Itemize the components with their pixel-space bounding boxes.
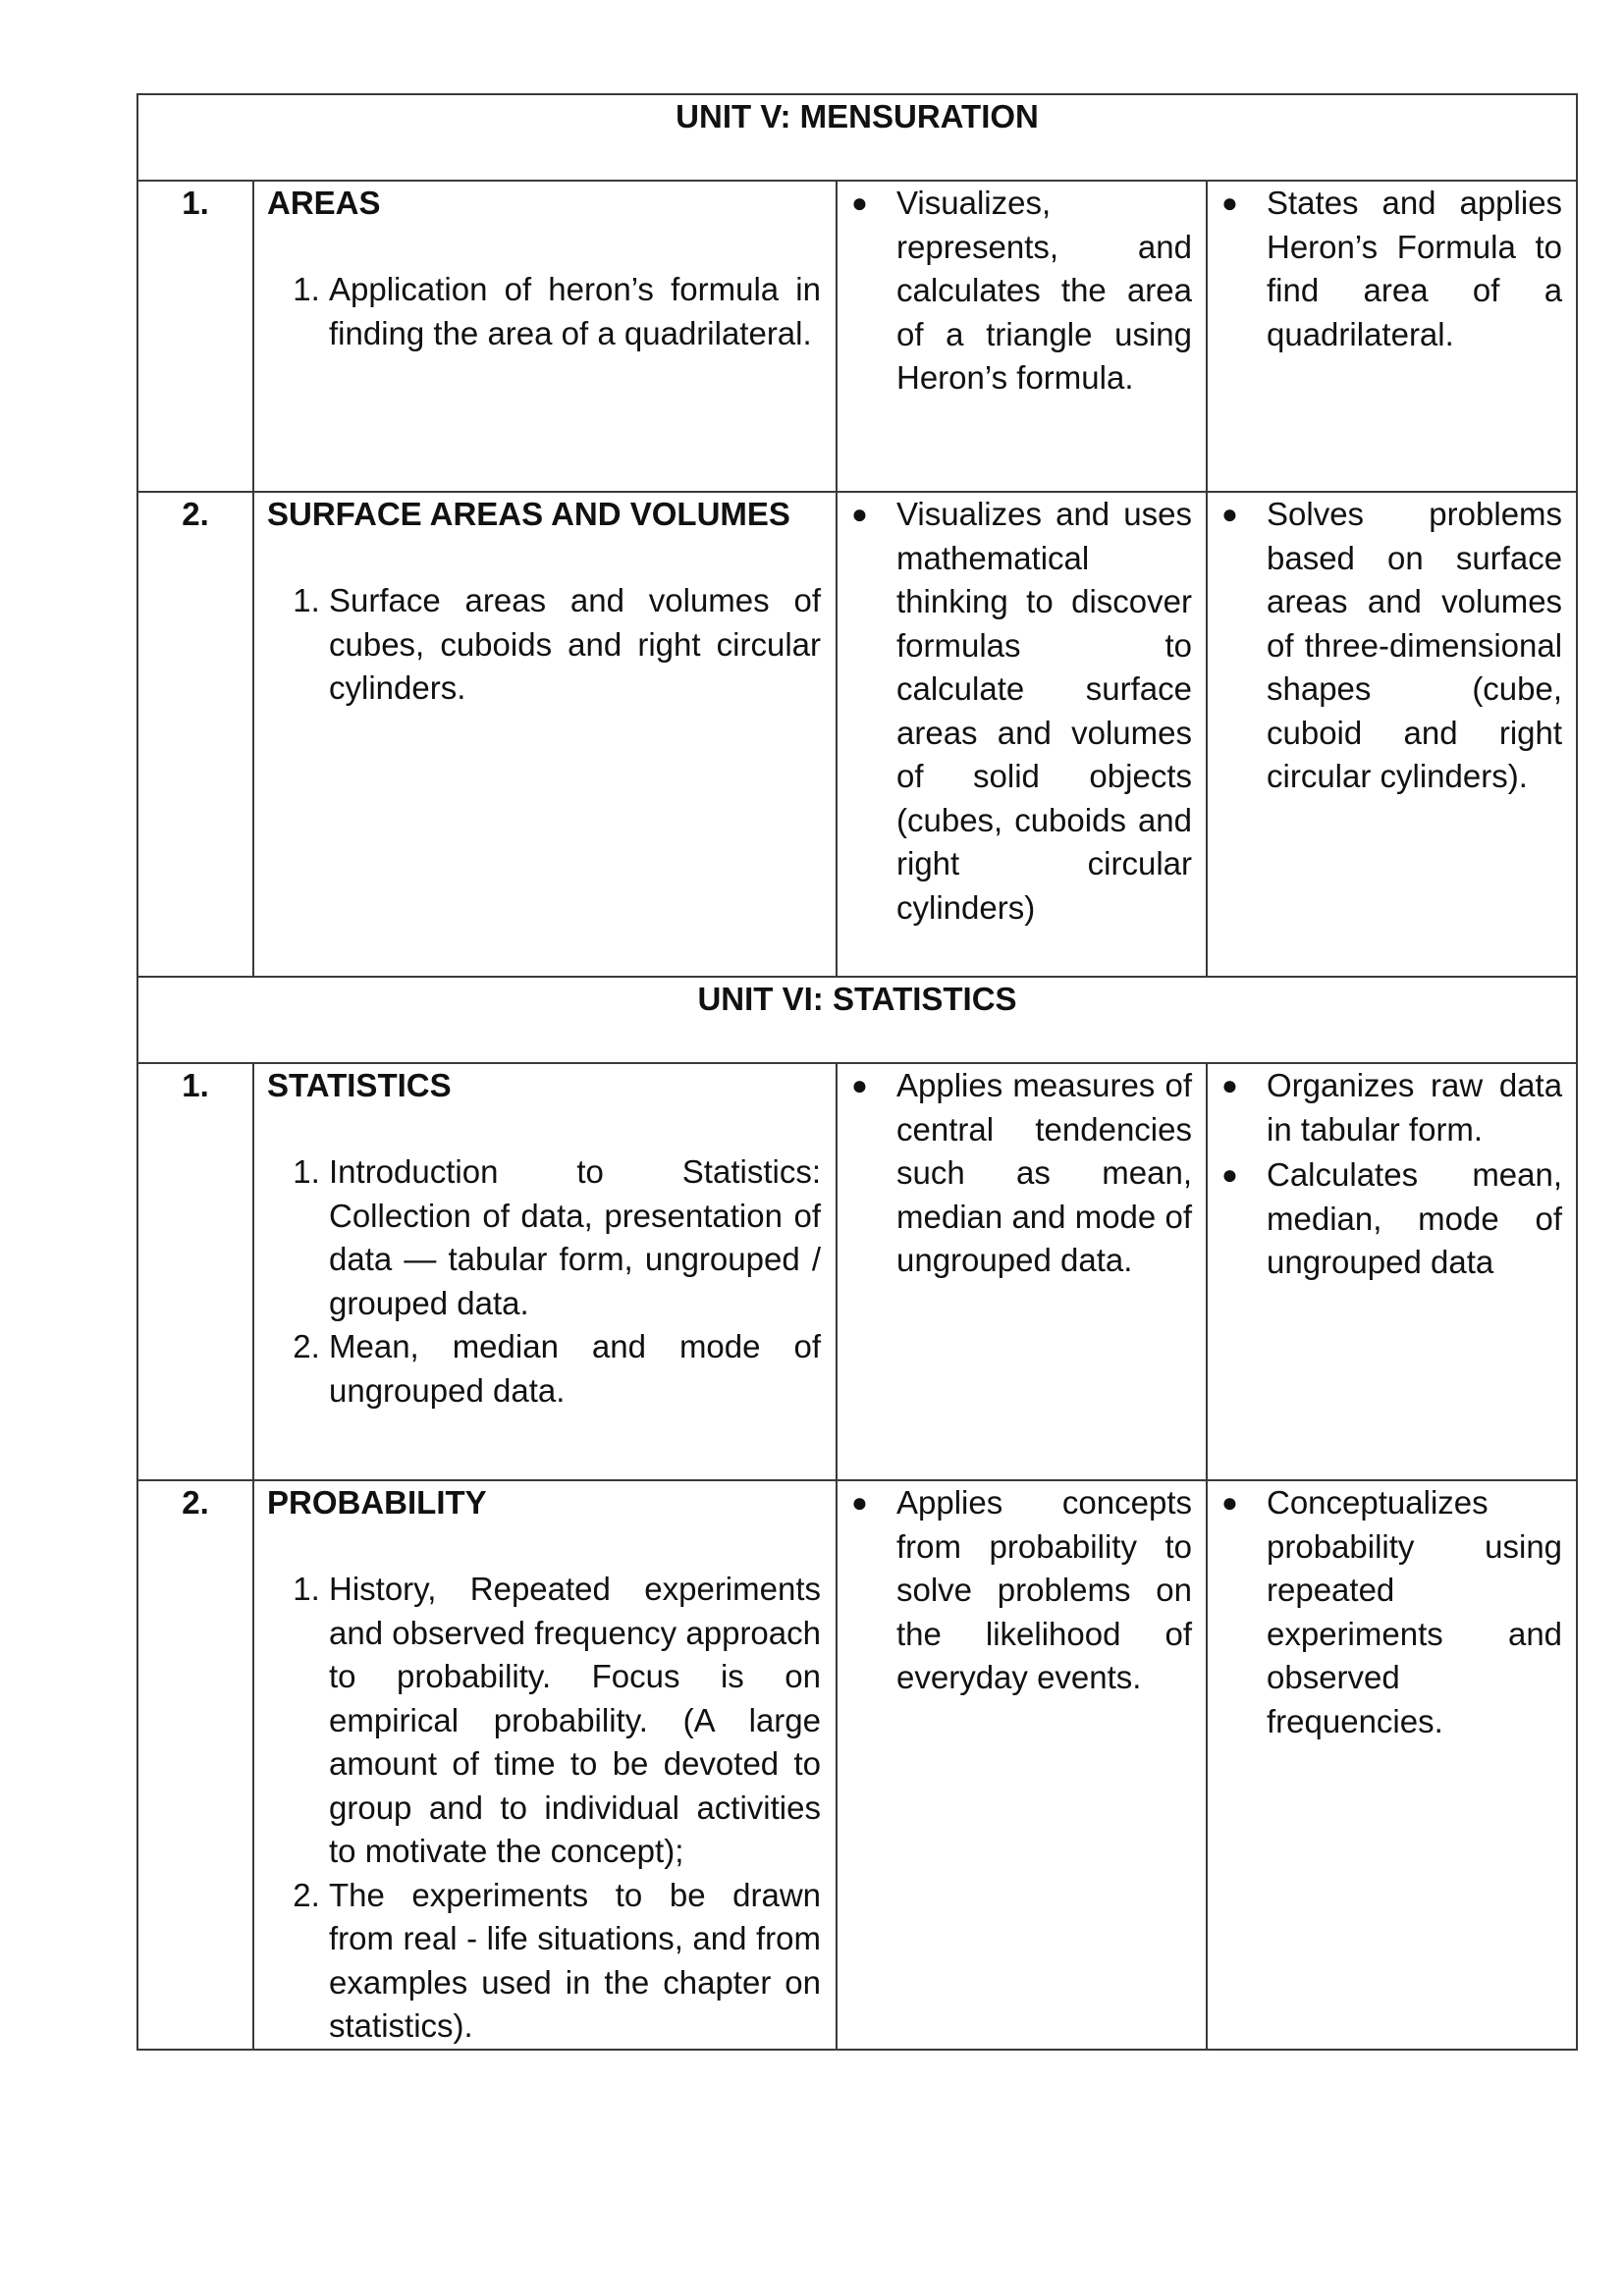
outcome-list [1218, 1481, 1562, 1743]
outcome-cell [1207, 181, 1577, 492]
topic-title: AREAS [267, 185, 381, 221]
subtopic-item: 1. History, Repeated experiments and observed frequency approach to probability. Focus is on empirical probability. (A large amount of time to be devoted to group and to individual activities to motivate the concept); [329, 1568, 821, 1874]
row-number: 2. [182, 1484, 209, 1521]
content-cell [253, 181, 837, 492]
bullet-icon: ● [851, 1070, 868, 1100]
pedagogy-cell [837, 1480, 1207, 2050]
outcome-cell [1207, 1480, 1577, 2050]
row-number-cell [137, 1480, 253, 2050]
table-row [137, 1063, 1577, 1480]
curriculum-table [136, 93, 1578, 2051]
row-number-cell [137, 181, 253, 492]
subtopic-item: 1. Introduction to Statistics: Collection of data, presentation of data — tabular form, ungrouped / grouped data. [329, 1150, 821, 1325]
subtopic-list [267, 1150, 821, 1413]
content-cell [253, 1480, 837, 2050]
outcome-cell [1207, 492, 1577, 977]
outcome-list [1218, 1064, 1562, 1285]
row-number-cell [137, 1063, 253, 1480]
bullet-icon: ● [1221, 499, 1238, 529]
bullet-icon: ● [1221, 187, 1238, 218]
outcome-item: ● States and applies Heron’s Formula to find area of a quadrilateral. [1218, 182, 1562, 356]
bullet-icon: ● [1221, 1159, 1238, 1190]
table-row [137, 492, 1577, 977]
table-row [137, 181, 1577, 492]
subtopic-list [267, 579, 821, 711]
unit-title-cell [137, 977, 1577, 1063]
subtopic-item: 2. Mean, median and mode of ungrouped data. [329, 1325, 821, 1413]
pedagogy-list [847, 493, 1192, 930]
pedagogy-item: ● Visualizes and uses mathematical thinking to discover formulas to calculate surface areas and volumes of solid objects (cubes, cuboids and right circular cylinders) [847, 493, 1192, 930]
pedagogy-list [847, 1481, 1192, 1700]
pedagogy-list [847, 182, 1192, 400]
outcome-list [1218, 493, 1562, 799]
pedagogy-item: ● Applies concepts from probability to solve problems on the likelihood of everyday events. [847, 1481, 1192, 1700]
bullet-icon: ● [1221, 1070, 1238, 1100]
unit-header-row [137, 977, 1577, 1063]
pedagogy-item: ● Applies measures of central tendencies such as mean, median and mode of ungrouped data. [847, 1064, 1192, 1283]
row-number: 1. [182, 185, 209, 221]
pedagogy-cell [837, 492, 1207, 977]
bullet-icon: ● [1221, 1487, 1238, 1518]
bullet-icon: ● [851, 187, 868, 218]
unit-header-row [137, 94, 1577, 181]
subtopic-list [267, 268, 821, 355]
outcome-item: ● Conceptualizes probability using repeated experiments and observed frequencies. [1218, 1481, 1562, 1743]
row-number: 2. [182, 496, 209, 532]
pedagogy-cell [837, 1063, 1207, 1480]
outcome-item: ● Solves problems based on surface areas and volumes of three-dimensional shapes (cube, cuboid and right circular cylinders). [1218, 493, 1562, 799]
subtopic-list [267, 1568, 821, 2049]
pedagogy-list [847, 1064, 1192, 1283]
content-cell [253, 1063, 837, 1480]
bullet-icon: ● [851, 499, 868, 529]
topic-title: PROBABILITY [267, 1484, 487, 1521]
row-number-cell [137, 492, 253, 977]
subtopic-item: 2. The experiments to be drawn from real - life situations, and from examples used in the chapter on statistics). [329, 1874, 821, 2049]
topic-title: STATISTICS [267, 1067, 452, 1103]
unit-title: UNIT V: MENSURATION [676, 98, 1039, 134]
pedagogy-cell [837, 181, 1207, 492]
outcome-item: ● Organizes raw data in tabular form. [1218, 1064, 1562, 1151]
outcome-list [1218, 182, 1562, 356]
subtopic-item: 1. Surface areas and volumes of cubes, cuboids and right circular cylinders. [329, 579, 821, 711]
outcome-cell [1207, 1063, 1577, 1480]
topic-title: SURFACE AREAS AND VOLUMES [267, 496, 790, 532]
unit-title-cell [137, 94, 1577, 181]
subtopic-item: 1. Application of heron’s formula in finding the area of a quadrilateral. [329, 268, 821, 355]
unit-title: UNIT VI: STATISTICS [697, 981, 1017, 1017]
content-cell [253, 492, 837, 977]
pedagogy-item: ● Visualizes, represents, and calculates the area of a triangle using Heron’s formula. [847, 182, 1192, 400]
outcome-item: ● Calculates mean, median, mode of ungrouped data [1218, 1153, 1562, 1285]
bullet-icon: ● [851, 1487, 868, 1518]
table-row [137, 1480, 1577, 2050]
row-number: 1. [182, 1067, 209, 1103]
